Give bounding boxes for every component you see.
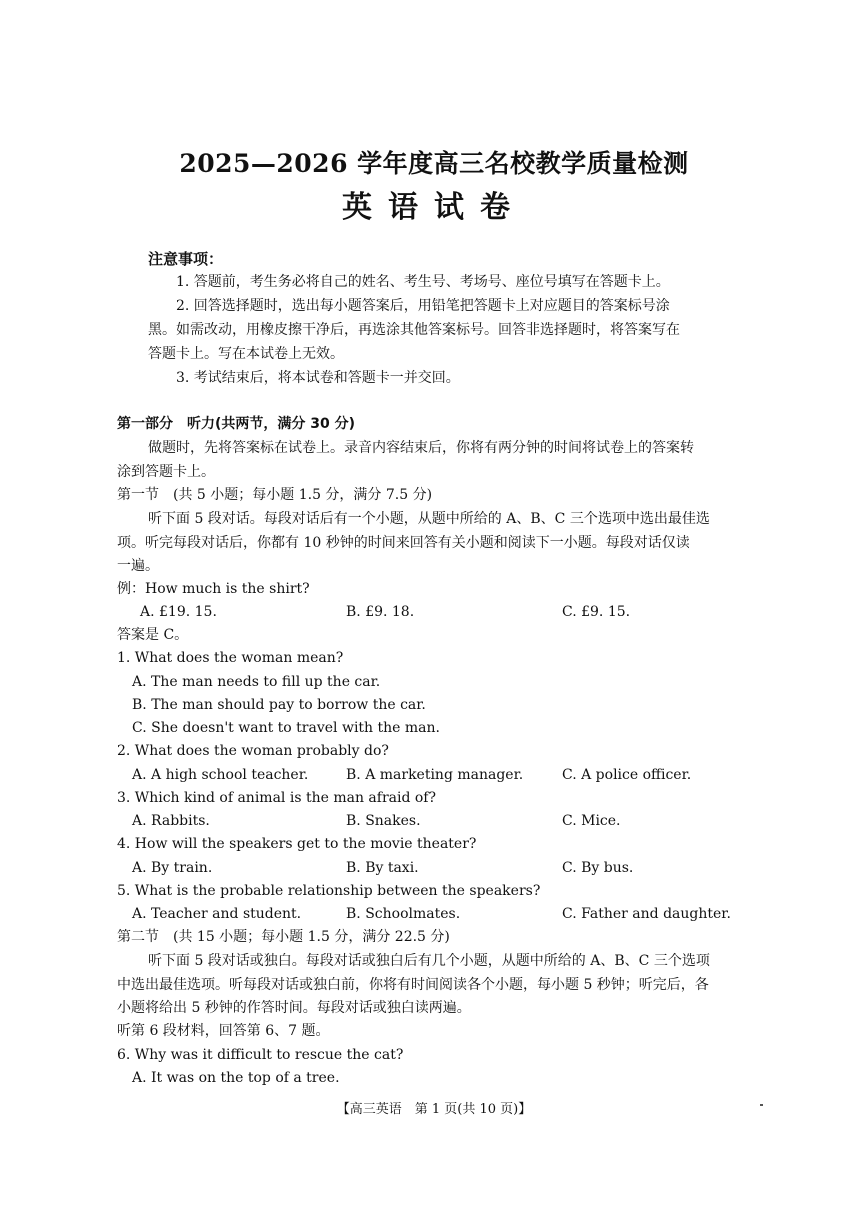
section1-direction-line-1: 听下面 5 段对话。每段对话后有一个小题，从题中所给的 A、B、C 三个选项中选出最佳选 [148,511,710,527]
question-6-stem: 6. Why was it difficult to rescue the cat? [117,1047,404,1063]
question-3-option-b: B. Snakes. [346,813,421,829]
notice-item-3: 3. 考试结束后，将本试卷和答题卡一并交回。 [176,370,460,386]
scan-mark [760,1104,763,1106]
notice-heading: 注意事项： [148,250,224,268]
question-4-option-c: C. By bus. [562,860,634,876]
question-1-stem: 1. What does the woman mean? [117,650,344,666]
section2-heading: 第二节 (共 15 小题；每小题 1.5 分，满分 22.5 分) [117,929,450,945]
example-option-c: C. £9. 15. [562,604,631,620]
notice-item-1: 1. 答题前，考生务必将自己的姓名、考生号、考场号、座位号填写在答题卡上。 [176,274,670,290]
material-6-instruction: 听第 6 段材料，回答第 6、7 题。 [117,1023,330,1039]
question-3-stem: 3. Which kind of animal is the man afraid of? [117,790,436,806]
question-4-option-a: A. By train. [132,860,213,876]
question-2-option-a: A. A high school teacher. [132,767,309,783]
page-footer: 【高三英语 第 1 页(共 10 页)】 [336,1102,532,1117]
section1-direction-line-3: 一遍。 [117,558,159,574]
question-4-option-b: B. By taxi. [346,860,419,876]
section2-direction-line-2: 中选出最佳选项。听每段对话或独白前，你将有时间阅读各个小题，每小题 5 秒钟；听完后，各 [117,977,709,993]
question-5-stem: 5. What is the probable relationship between the speakers? [117,883,541,899]
exam-title-subject: 英语试卷 [342,190,526,225]
question-2-option-c: C. A police officer. [562,767,692,783]
question-5-option-b: B. Schoolmates. [346,906,461,922]
notice-item-2-line-3: 答题卡上。写在本试卷上无效。 [148,346,344,362]
example-option-b: B. £9. 18. [346,604,415,620]
question-1-option-c: C. She doesn't want to travel with the man. [132,720,440,736]
exam-title-year: 2025—2026 学年度高三名校教学质量检测 [179,149,689,178]
section1-direction-line-2: 项。听完每段对话后，你都有 10 秒钟的时间来回答有关小题和阅读下一小题。每段对话仅读 [117,535,690,551]
section1-heading: 第一节 (共 5 小题；每小题 1.5 分，满分 7.5 分) [117,487,433,503]
part1-heading: 第一部分 听力(共两节，满分 30 分) [117,416,356,432]
example-answer: 答案是 C。 [117,627,189,643]
question-5-option-c: C. Father and daughter. [562,906,731,922]
notice-item-2-line-1: 2. 回答选择题时，选出每小题答案后，用铅笔把答题卡上对应题目的答案标号涂 [176,298,670,314]
question-3-option-c: C. Mice. [562,813,621,829]
notice-item-2-line-2: 黑。如需改动，用橡皮擦干净后，再选涂其他答案标号。回答非选择题时，将答案写在 [148,322,680,338]
question-4-stem: 4. How will the speakers get to the movie theater? [117,836,477,852]
question-2-stem: 2. What does the woman probably do? [117,743,389,759]
example-question: 例：How much is the shirt? [117,581,310,597]
question-2-option-b: B. A marketing manager. [346,767,524,783]
part1-intro-line-2: 涂到答题卡上。 [117,464,215,480]
question-5-option-a: A. Teacher and student. [132,906,302,922]
question-3-option-a: A. Rabbits. [132,813,210,829]
question-6-option-a: A. It was on the top of a tree. [132,1070,340,1086]
part1-intro-line-1: 做题时，先将答案标在试卷上。录音内容结束后，你将有两分钟的时间将试卷上的答案转 [148,440,694,456]
section2-direction-line-1: 听下面 5 段对话或独白。每段对话或独白后有几个小题，从题中所给的 A、B、C 三个选项 [148,953,710,969]
section2-direction-line-3: 小题将给出 5 秒钟的作答时间。每段对话或独白读两遍。 [117,1000,471,1016]
question-1-option-a: A. The man needs to fill up the car. [132,674,381,690]
question-1-option-b: B. The man should pay to borrow the car. [132,697,426,713]
example-option-a: A. £19. 15. [140,604,217,620]
